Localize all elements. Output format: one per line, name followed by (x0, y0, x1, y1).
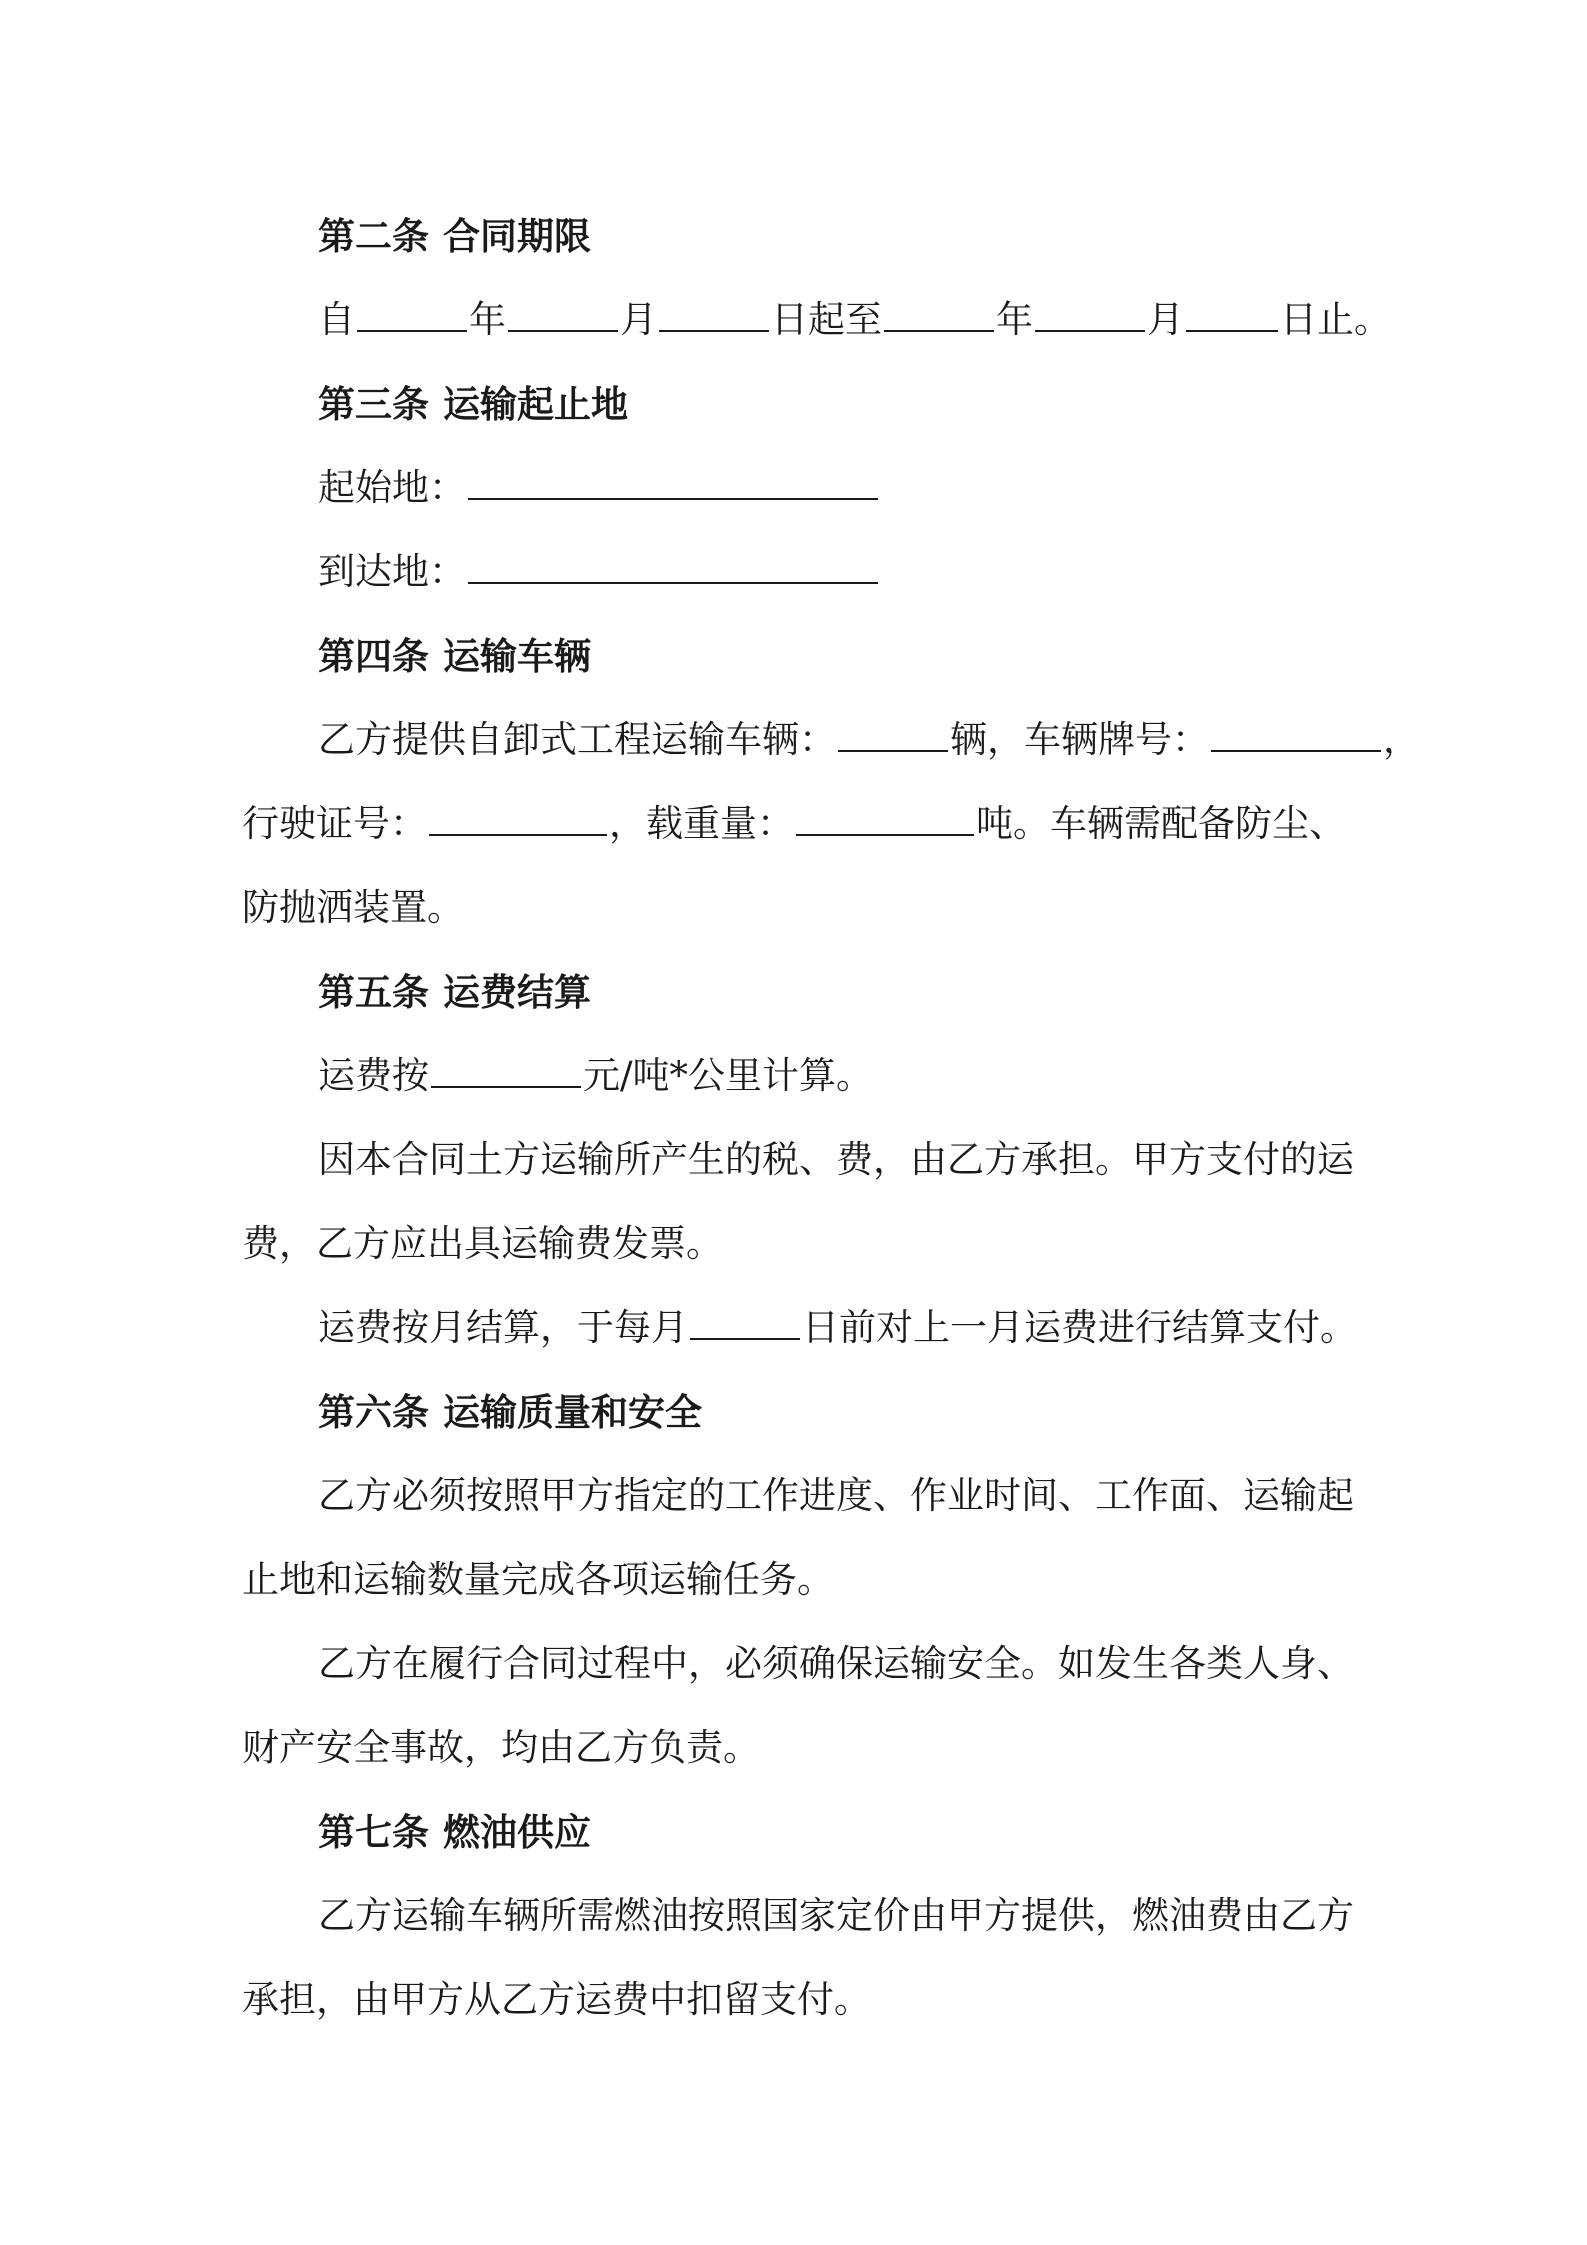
origin-blank[interactable] (468, 464, 878, 500)
fuel-line-1 (318, 1892, 1438, 1940)
license-number-label: 行驶证号： (242, 802, 427, 845)
settlement-day-blank[interactable] (690, 1304, 800, 1340)
end-day-blank[interactable] (1186, 296, 1278, 332)
comma-text: ， (1383, 718, 1420, 761)
destination-line (318, 548, 1438, 596)
start-month-blank[interactable] (508, 296, 618, 332)
destination-label: 到达地： (318, 550, 466, 593)
plate-number-label: 辆，车辆牌号： (950, 718, 1209, 761)
article-5-heading (318, 968, 1438, 1016)
safety-text-2: 财产安全事故，均由乙方负责。 (242, 1726, 760, 1769)
settlement-line (318, 1304, 1438, 1352)
freight-rate-label: 运费按 (318, 1054, 429, 1097)
fuel-text-2: 承担，由甲方从乙方运费中扣留支付。 (242, 1978, 871, 2021)
tax-line-2 (242, 1220, 1362, 1268)
tax-line-1 (318, 1136, 1438, 1184)
article-2-title: 合同期限 (443, 214, 591, 258)
term-start-text: 自 (318, 298, 355, 341)
article-3-heading (318, 380, 1438, 428)
article-4-heading (318, 632, 1438, 680)
tonnage-text: 吨。车辆需配备防尘、 (976, 802, 1346, 845)
safety-line-1 (318, 1640, 1438, 1688)
article-2-number: 第二条 (318, 214, 429, 258)
year-label: 年 (996, 298, 1033, 341)
license-number-blank[interactable] (429, 800, 607, 836)
start-year-blank[interactable] (357, 296, 467, 332)
vehicle-count-blank[interactable] (838, 716, 948, 752)
origin-line (318, 464, 1438, 512)
vehicle-line-3 (242, 884, 1362, 932)
article-4-title: 运输车辆 (443, 634, 591, 678)
destination-blank[interactable] (468, 548, 878, 584)
origin-label: 起始地： (318, 466, 466, 509)
load-capacity-blank[interactable] (796, 800, 974, 836)
contract-term-line (318, 296, 1438, 344)
article-2-heading (318, 212, 1438, 260)
fuel-text-1: 乙方运输车辆所需燃油按照国家定价由甲方提供，燃油费由乙方 (318, 1894, 1354, 1937)
vehicle-line-2 (242, 800, 1362, 848)
end-year-blank[interactable] (884, 296, 994, 332)
start-day-blank[interactable] (659, 296, 769, 332)
year-label: 年 (469, 298, 506, 341)
article-7-title: 燃油供应 (443, 1810, 591, 1854)
article-6-title: 运输质量和安全 (443, 1390, 702, 1434)
article-4-number: 第四条 (318, 634, 429, 678)
fuel-line-2 (242, 1976, 1362, 2024)
settlement-text: 日前对上一月运费进行结算支付。 (802, 1306, 1357, 1349)
safety-line-2 (242, 1724, 1362, 1772)
quality-line-1 (318, 1472, 1438, 1520)
article-3-title: 运输起止地 (443, 382, 628, 426)
settlement-label: 运费按月结算，于每月 (318, 1306, 688, 1349)
month-label: 月 (1147, 298, 1184, 341)
safety-text-1: 乙方在履行合同过程中，必须确保运输安全。如发生各类人身、 (318, 1642, 1354, 1685)
tax-text-2: 费，乙方应出具运输费发票。 (242, 1222, 723, 1265)
article-5-number: 第五条 (318, 970, 429, 1014)
article-7-number: 第七条 (318, 1810, 429, 1854)
day-start-label: 日起至 (771, 298, 882, 341)
vehicle-count-label: 乙方提供自卸式工程运输车辆： (318, 718, 836, 761)
freight-rate-blank[interactable] (431, 1052, 581, 1088)
day-end-label: 日止。 (1280, 298, 1391, 341)
vehicle-line-1 (318, 716, 1438, 764)
anti-dust-text: 防抛洒装置。 (242, 886, 464, 929)
load-capacity-label: ，载重量： (609, 802, 794, 845)
article-3-number: 第三条 (318, 382, 429, 426)
quality-line-2 (242, 1556, 1362, 1604)
plate-number-blank[interactable] (1211, 716, 1381, 752)
end-month-blank[interactable] (1035, 296, 1145, 332)
freight-unit-text: 元/吨*公里计算。 (583, 1054, 873, 1097)
freight-rate-line (318, 1052, 1438, 1100)
tax-text-1: 因本合同土方运输所产生的税、费，由乙方承担。甲方支付的运 (318, 1138, 1354, 1181)
article-6-heading (318, 1388, 1438, 1436)
month-label: 月 (620, 298, 657, 341)
article-7-heading (318, 1808, 1438, 1856)
article-6-number: 第六条 (318, 1390, 429, 1434)
quality-text-1: 乙方必须按照甲方指定的工作进度、作业时间、工作面、运输起 (318, 1474, 1354, 1517)
article-5-title: 运费结算 (443, 970, 591, 1014)
quality-text-2: 止地和运输数量完成各项运输任务。 (242, 1558, 834, 1601)
